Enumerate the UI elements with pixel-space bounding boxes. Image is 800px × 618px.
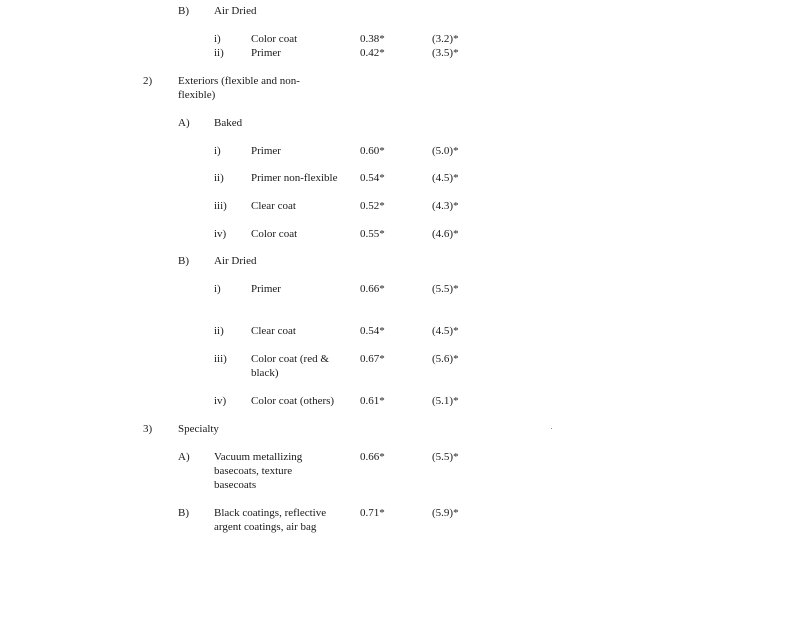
specialty-label: B): [178, 507, 189, 519]
item-value: 0.61*: [360, 395, 385, 407]
item-name: Color coat: [251, 33, 298, 45]
item-number: i): [214, 283, 221, 295]
item-name: Clear coat: [251, 200, 296, 212]
item-value-paren: (3.5)*: [432, 47, 459, 59]
item-value-paren: (5.9)*: [432, 507, 459, 519]
item-value-paren: (4.3)*: [432, 200, 459, 212]
item-value: 0.54*: [360, 325, 385, 337]
item-number: i): [214, 145, 221, 157]
item-value: 0.42*: [360, 47, 385, 59]
item-number: iii): [214, 200, 227, 212]
item-value-paren: (5.1)*: [432, 395, 459, 407]
item-value: 0.67*: [360, 353, 385, 365]
item-value: 0.54*: [360, 172, 385, 184]
subsection-label: A): [178, 117, 190, 129]
item-value: 0.52*: [360, 200, 385, 212]
item-name: Primer non-flexible: [251, 172, 338, 184]
section-title: Specialty: [178, 423, 219, 435]
specialty-name: Vacuum metallizing basecoats, texture basecoats: [214, 451, 303, 491]
item-value-paren: (3.2)*: [432, 33, 459, 45]
item-value: 0.55*: [360, 228, 385, 240]
item-name: Color coat (red & black): [251, 353, 329, 379]
section-number: 3): [143, 423, 153, 435]
scan-speck: [551, 428, 552, 429]
item-name: Primer: [251, 47, 281, 59]
subsection-title: Air Dried: [214, 5, 257, 17]
item-number: iv): [214, 395, 227, 407]
section-title: Exteriors (flexible and non-flexible): [178, 75, 300, 101]
item-value: 0.38*: [360, 33, 385, 45]
subsection-label: B): [178, 255, 189, 267]
item-value: 0.66*: [360, 283, 385, 295]
item-value-paren: (4.5)*: [432, 325, 459, 337]
item-value-paren: (5.0)*: [432, 145, 459, 157]
item-value: 0.66*: [360, 451, 385, 463]
item-value-paren: (4.6)*: [432, 228, 459, 240]
item-value: 0.60*: [360, 145, 385, 157]
item-name: Primer: [251, 283, 281, 295]
item-number: ii): [214, 325, 224, 337]
item-number: ii): [214, 47, 224, 59]
specialty-name: Black coatings, reflective argent coatings, air bag: [214, 507, 327, 533]
subsection-title: Air Dried: [214, 255, 257, 267]
subsection-label: B): [178, 5, 189, 17]
item-value: 0.71*: [360, 507, 385, 519]
item-name: Color coat: [251, 228, 298, 240]
item-number: iii): [214, 353, 227, 365]
subsection-title: Baked: [214, 117, 243, 129]
item-number: i): [214, 33, 221, 45]
item-value-paren: (5.5)*: [432, 451, 459, 463]
item-name: Clear coat: [251, 325, 296, 337]
item-number: iv): [214, 228, 227, 240]
specialty-label: A): [178, 451, 190, 463]
item-name: Color coat (others): [251, 395, 335, 407]
item-value-paren: (5.5)*: [432, 283, 459, 295]
item-name: Primer: [251, 145, 281, 157]
item-value-paren: (5.6)*: [432, 353, 459, 365]
item-number: ii): [214, 172, 224, 184]
section-number: 2): [143, 75, 153, 87]
item-value-paren: (4.5)*: [432, 172, 459, 184]
